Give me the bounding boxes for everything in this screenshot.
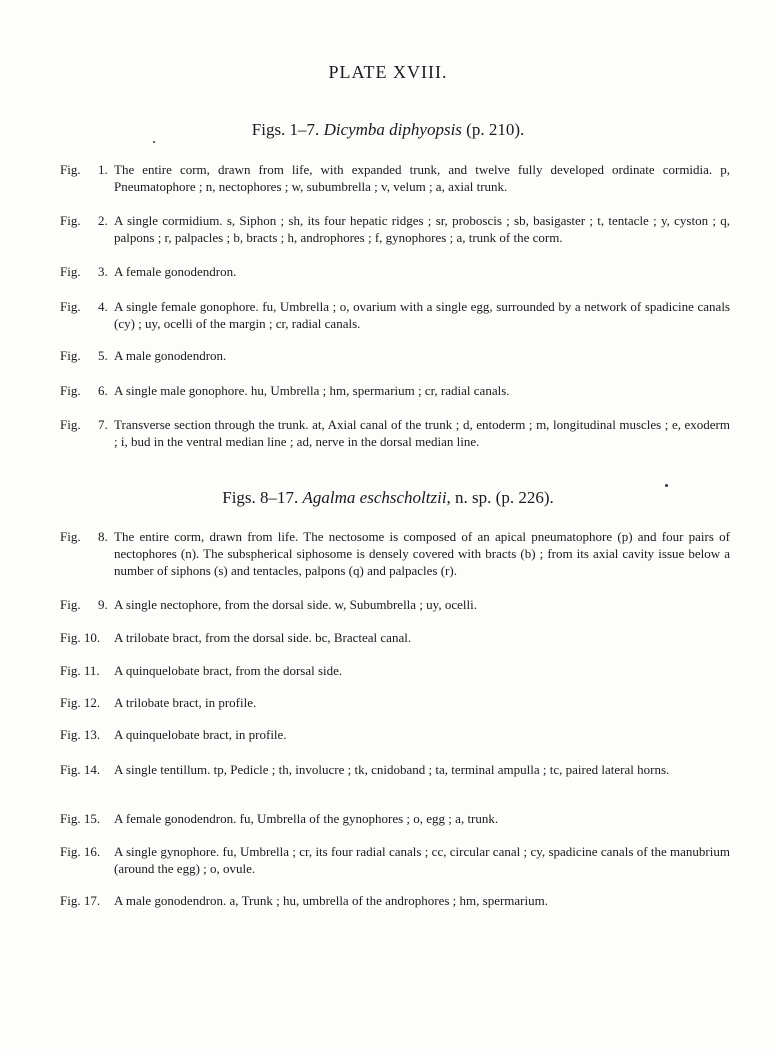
figure-caption-4 [60, 298, 730, 332]
fig-label: Fig. [60, 597, 81, 612]
fig-number: 9. [98, 597, 108, 612]
fig-text: A quinquelobate bract, from the dorsal side. [114, 663, 343, 678]
fig-number: 7. [98, 417, 108, 432]
fig-label: Fig. [60, 383, 81, 398]
fig-label: Fig. 13. [60, 727, 101, 742]
section-page-ref: (p. 210). [466, 120, 525, 139]
fig-text: A female gonodendron. [114, 264, 237, 279]
fig-text: A single gynophore. fu, Umbrella ; cr, its four radial canals ; cc, circular canal ; cy, spadicine canals of the manubrium (around the egg) ; o, ovule. [114, 844, 730, 876]
fig-text: A single nectophore, from the dorsal side. w, Subumbrella ; uy, ocelli. [114, 597, 477, 612]
section-heading-agalma [0, 488, 776, 508]
fig-number: 2. [98, 213, 108, 228]
figure-caption-6 [60, 382, 730, 399]
figure-caption-3 [60, 263, 730, 280]
figure-caption-15 [60, 810, 730, 827]
fig-text: The entire corm, drawn from life, with expanded trunk, and twelve fully developed ordinate cormidia. p, Pneumatophore ; n, nectophores ; w, subumbrella ; v, velum ; a, axial trunk. [114, 162, 730, 194]
fig-label: Fig. [60, 162, 81, 177]
figure-caption-16 [60, 843, 730, 877]
figure-caption-9 [60, 596, 730, 613]
fig-label: Fig. [60, 213, 81, 228]
fig-text: A female gonodendron. fu, Umbrella of the gynophores ; o, egg ; a, trunk. [114, 811, 499, 826]
figure-caption-2 [60, 212, 730, 246]
plate-title: PLATE XVIII. [328, 62, 448, 82]
figure-caption-14 [60, 761, 730, 778]
ink-speck [153, 141, 155, 143]
fig-number: 3. [98, 264, 108, 279]
fig-text: A male gonodendron. a, Trunk ; hu, umbrella of the androphores ; hm, spermarium. [114, 893, 548, 908]
section-genus: Agalma eschscholtzii [302, 488, 447, 507]
fig-label: Fig. 11. [60, 663, 100, 678]
figure-caption-5 [60, 347, 730, 364]
fig-text: A single cormidium. s, Siphon ; sh, its four hepatic ridges ; sr, proboscis ; sb, basigaster ; t, tentacle ; y, cyston ; q, palpons ; r, palpacles ; b, bracts ; h, androphores ; f, gynophores ; a, trunk of the corm. [114, 213, 730, 245]
fig-number: 8. [98, 529, 108, 544]
fig-label: Fig. 12. [60, 695, 101, 710]
section-range: Figs. 8–17. [222, 488, 299, 507]
section-genus: Dicymba diphyopsis [323, 120, 462, 139]
fig-label: Fig. [60, 299, 81, 314]
fig-label: Fig. 17. [60, 893, 101, 908]
fig-text: A single tentillum. tp, Pedicle ; th, involucre ; tk, cnidoband ; ta, terminal ampulla ; tc, paired lateral horns. [114, 762, 670, 777]
fig-text: A trilobate bract, from the dorsal side. bc, Bracteal canal. [114, 630, 412, 645]
figure-caption-8 [60, 528, 730, 579]
fig-text: The entire corm, drawn from life. The nectosome is composed of an apical pneumatophore (p) and four pairs of nectophores (n). The subspherical siphosome is densely covered with bracts (b) ; from its axial cavity issue below a number of siphons (s) and tentacles, palpons (q) and palpacles (r). [114, 529, 730, 578]
figure-caption-7 [60, 416, 730, 450]
figure-caption-13 [60, 726, 730, 743]
fig-number: 1. [98, 162, 108, 177]
fig-text: A quinquelobate bract, in profile. [114, 727, 287, 742]
fig-text: Transverse section through the trunk. at, Axial canal of the trunk ; d, entoderm ; m, longitudinal muscles ; e, exoderm ; i, bud in the ventral median line ; ad, nerve in the dorsal median line. [114, 417, 730, 449]
figure-caption-17 [60, 892, 730, 909]
fig-label: Fig. 15. [60, 811, 101, 826]
fig-text: A trilobate bract, in profile. [114, 695, 257, 710]
section-heading-dicymba [0, 120, 776, 140]
figure-caption-1 [60, 161, 730, 195]
section-page-ref: , n. sp. (p. 226). [446, 488, 554, 507]
fig-label: Fig. [60, 529, 81, 544]
fig-text: A single female gonophore. fu, Umbrella ; o, ovarium with a single egg, surrounded by a network of spadicine canals (cy) ; uy, ocelli of the margin ; cr, radial canals. [114, 299, 730, 331]
fig-label: Fig. [60, 264, 81, 279]
section-range: Figs. 1–7. [251, 120, 320, 139]
figure-caption-12 [60, 694, 730, 711]
fig-number: 6. [98, 383, 108, 398]
fig-label: Fig. [60, 417, 81, 432]
fig-text: A male gonodendron. [114, 348, 227, 363]
fig-number: 4. [98, 299, 108, 314]
figure-caption-10 [60, 629, 730, 646]
fig-number: 5. [98, 348, 108, 363]
ink-speck [665, 484, 668, 487]
fig-text: A single male gonophore. hu, Umbrella ; hm, spermarium ; cr, radial canals. [114, 383, 510, 398]
fig-label: Fig. [60, 348, 81, 363]
fig-label: Fig. 16. [60, 844, 101, 859]
fig-label: Fig. 10. [60, 630, 101, 645]
figure-caption-11 [60, 662, 730, 679]
fig-label: Fig. 14. [60, 762, 101, 777]
